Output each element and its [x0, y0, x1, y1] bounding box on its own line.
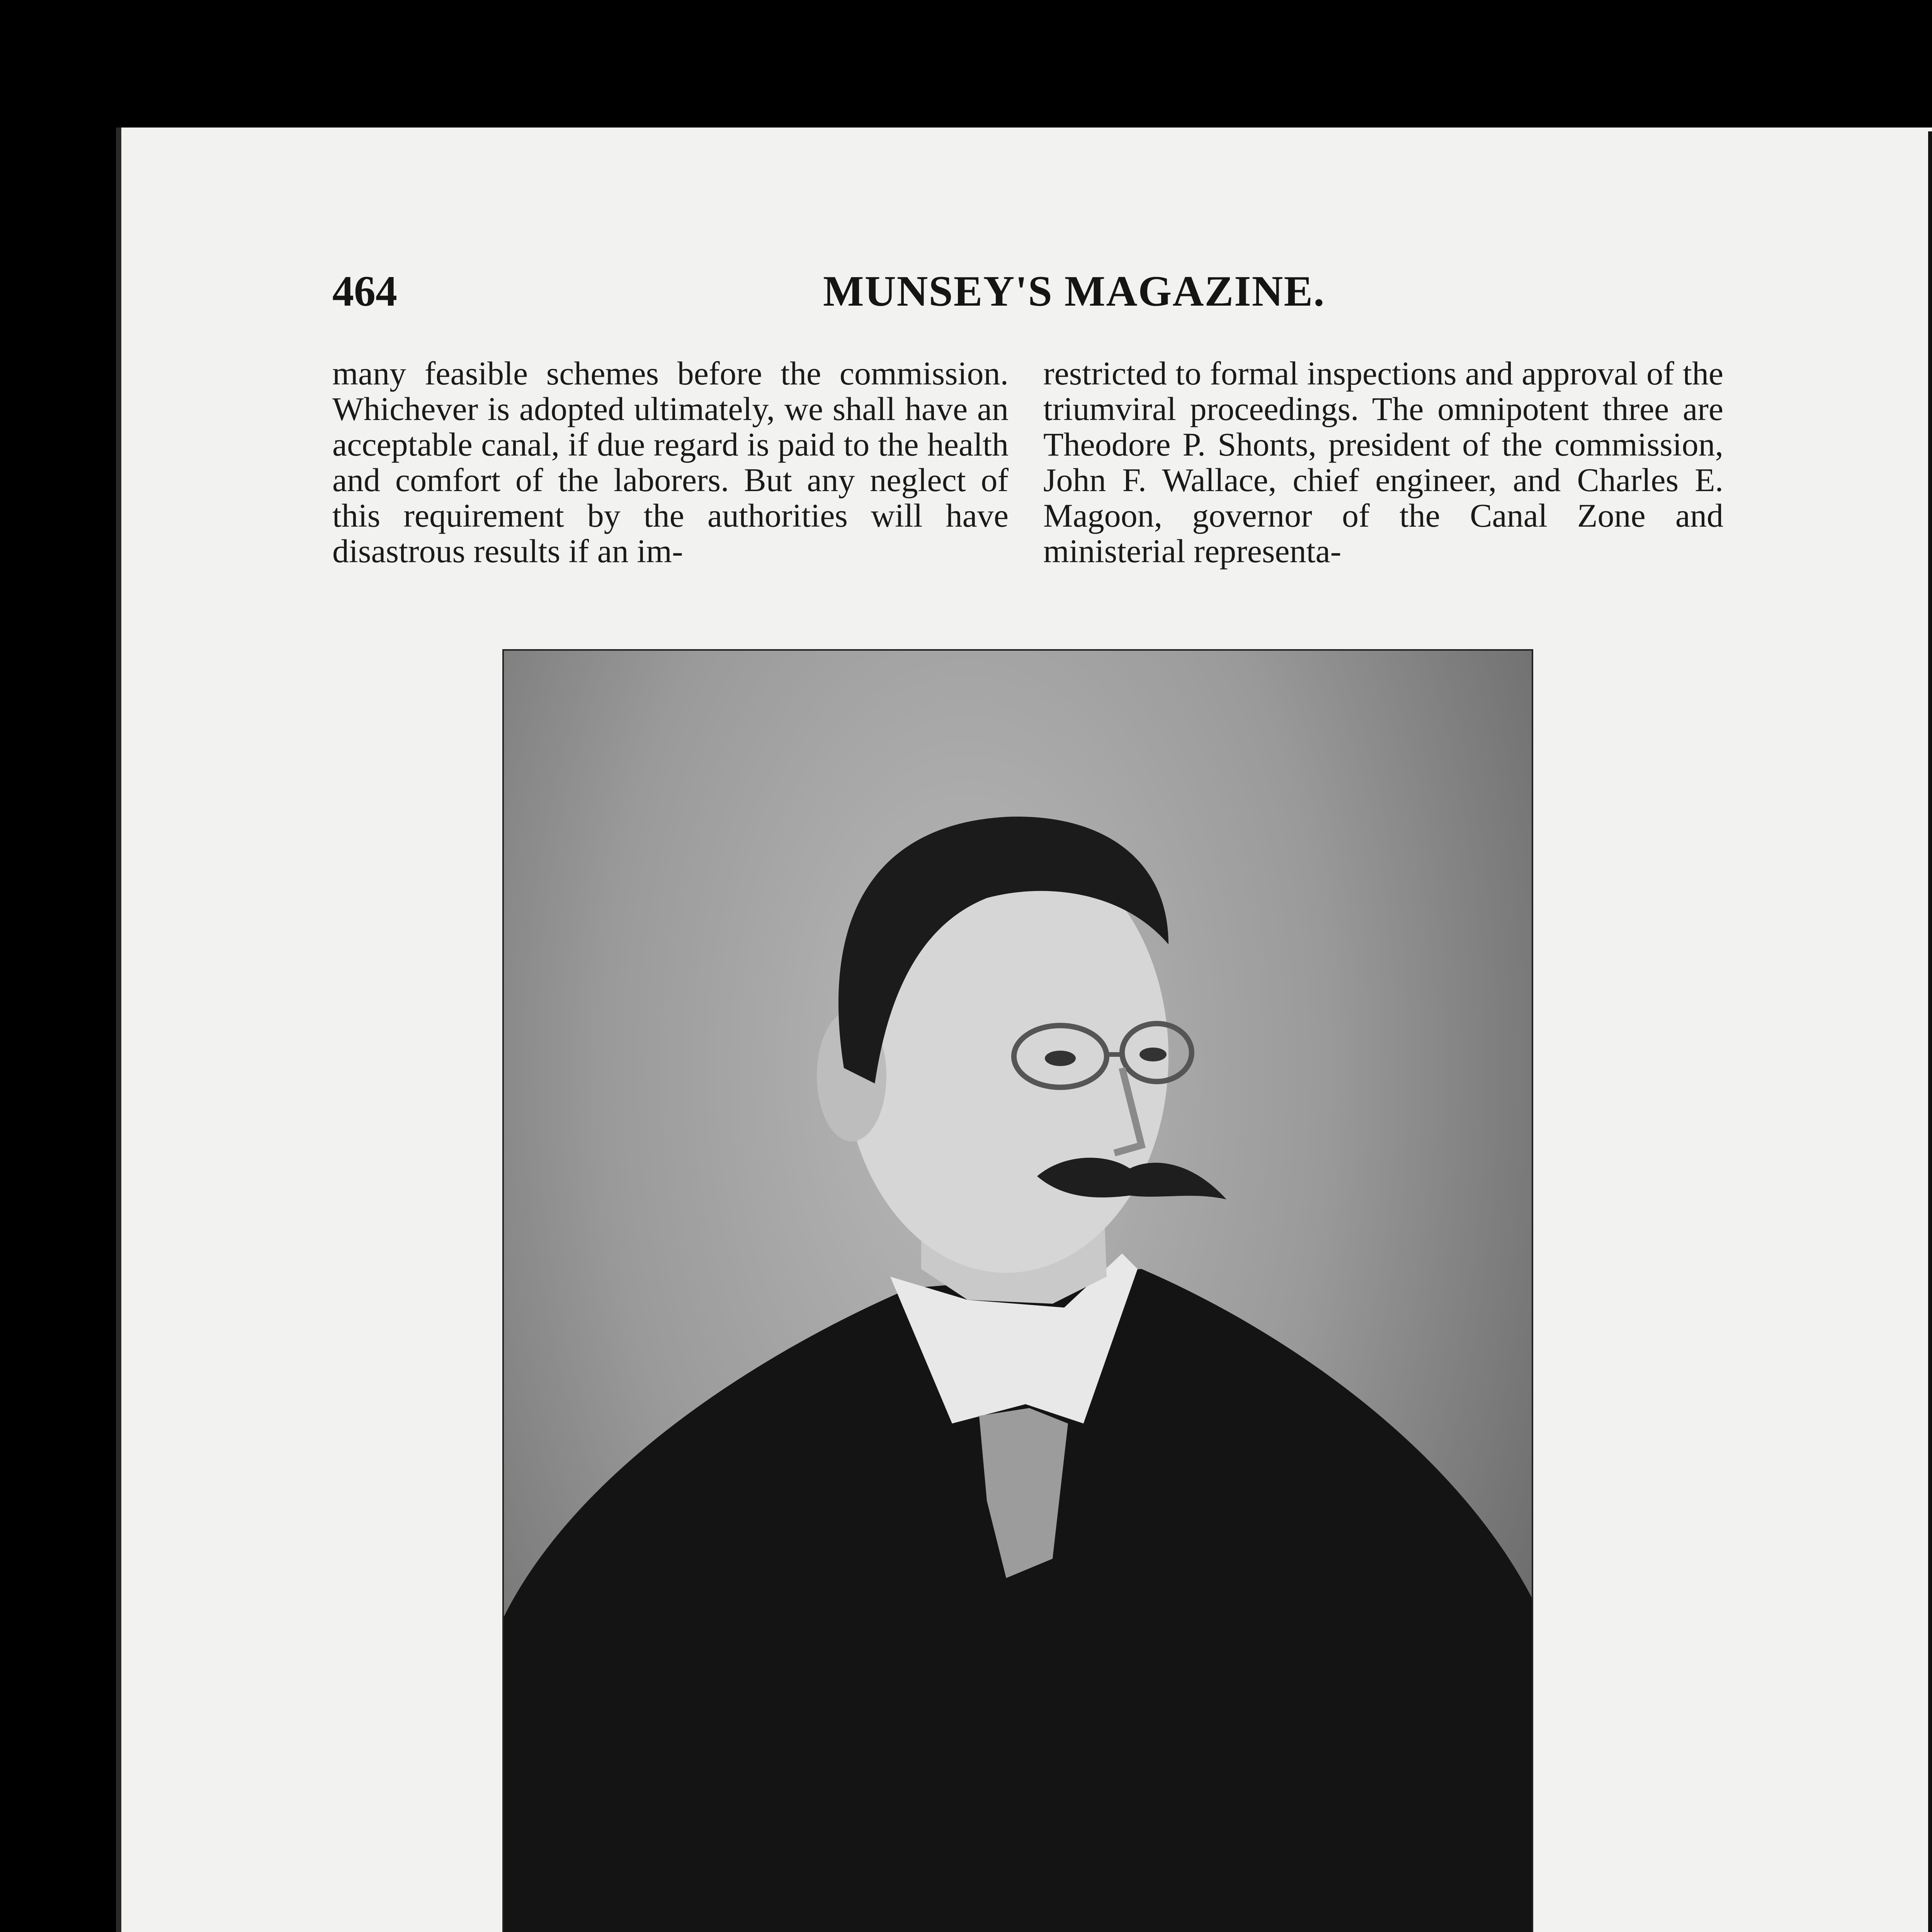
- portrait-illustration: [504, 651, 1532, 1932]
- paragraph: restricted to formal inspections and approval of the triumviral proceedings. The omnipotent three are Theodore P. Shonts, president of the commission, John F. Wallace, chief engineer, and Charles E. Magoon, governor of the Canal Zone and ministerial representa-: [1043, 355, 1723, 570]
- magazine-title: MUNSEY'S MAGAZINE.: [823, 267, 1325, 315]
- column-2-top-text: [1043, 355, 1723, 569]
- column-1-top-text: [332, 355, 1009, 569]
- portrait-photo: [502, 649, 1533, 1932]
- facing-page-edge: [1928, 131, 1932, 1932]
- paragraph: many feasible schemes before the commission. Whichever is adopted ultimately, we shall have an acceptable canal, if due regard is paid to the health and comfort of the laborers. But any neglect of this requirement by the authorities will have disastrous results if an im-: [332, 355, 1009, 570]
- page-number: 464: [332, 267, 397, 315]
